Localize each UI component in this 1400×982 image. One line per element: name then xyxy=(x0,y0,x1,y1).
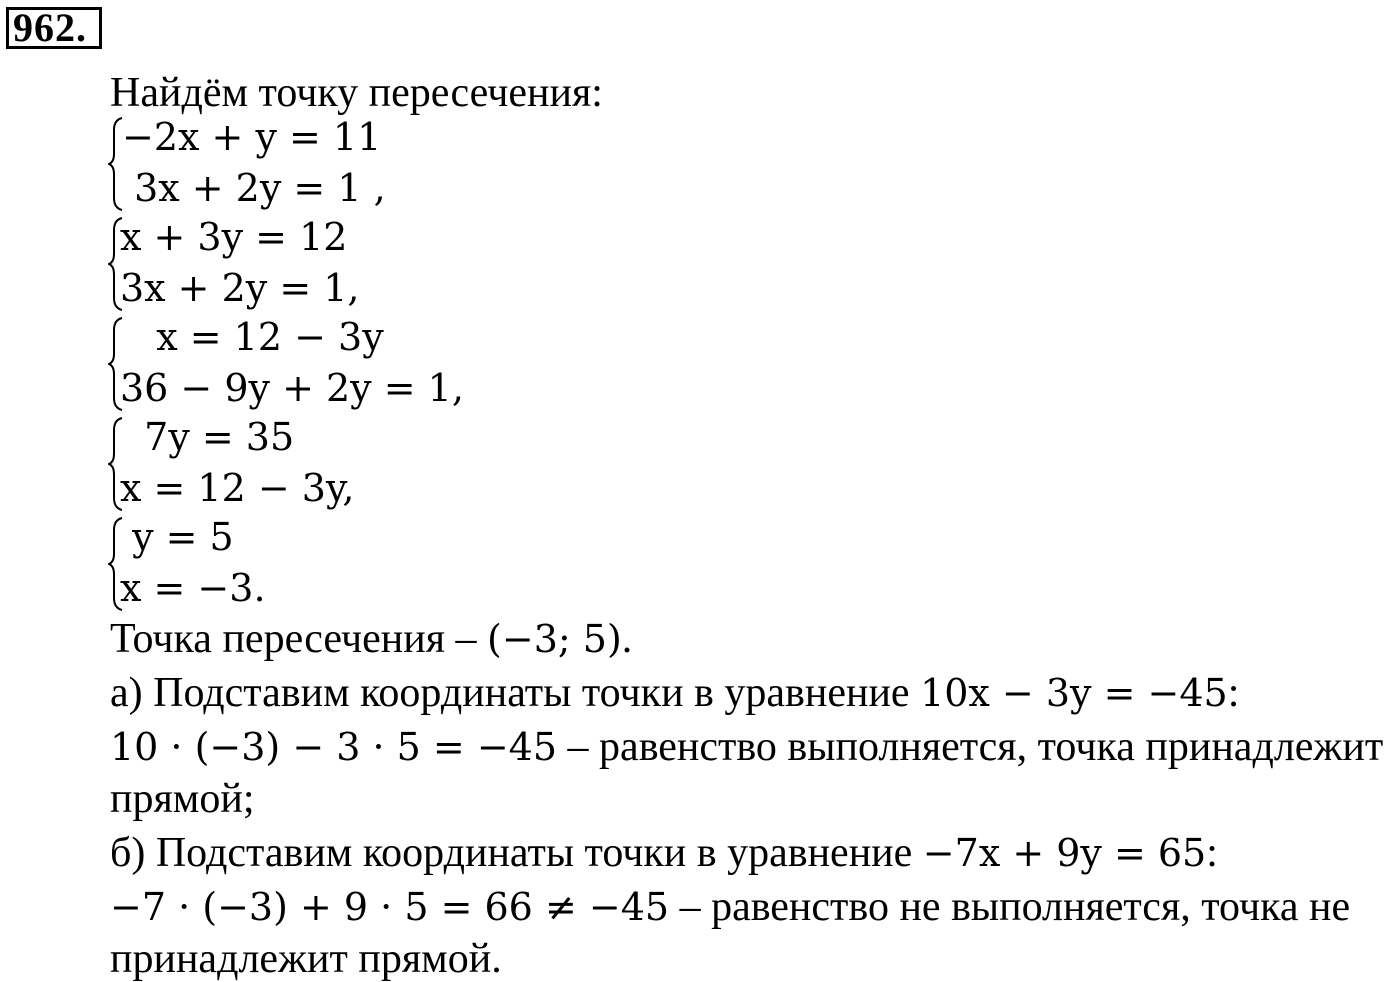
equation-system-5 xyxy=(108,516,328,612)
part-a-calculation: 10 · (−3) − 3 · 5 = −45 xyxy=(110,725,558,769)
part-a-result: – равенство выполняется, точка принадлежит xyxy=(557,724,1384,770)
system-2-eq-1: x + 3y = 12 xyxy=(120,215,348,259)
part-a-statement xyxy=(110,672,1239,714)
part-a-calculation-line xyxy=(110,726,1383,768)
part-b-result: – равенство не выполняется, точка не xyxy=(669,884,1351,930)
part-a-colon: : xyxy=(1227,670,1240,716)
part-b-equation: −7x + 9y = 65 xyxy=(922,831,1207,875)
part-b-colon: : xyxy=(1206,830,1218,876)
part-b-calculation: −7 · (−3) + 9 · 5 = 66 ≠ −45 xyxy=(110,885,670,929)
system-1-eq-2: 3x + 2y = 1 , xyxy=(122,166,386,210)
part-a-equation: 10x − 3y = −45 xyxy=(920,671,1228,715)
system-3-eq-1: x = 12 − 3y xyxy=(120,315,384,359)
equation-system-3 xyxy=(108,316,508,412)
system-4-eq-1: 7y = 35 xyxy=(120,415,295,459)
part-b-result-cont: принадлежит прямой. xyxy=(110,936,502,982)
system-3-eq-2: 36 − 9y + 2y = 1, xyxy=(120,366,464,410)
part-a-lead: а) Подставим координаты точки в уравнение xyxy=(110,670,921,716)
system-2-eq-2: 3x + 2y = 1, xyxy=(120,266,360,310)
equation-system-2 xyxy=(108,216,408,312)
intro-text: Найдём точку пересечения: xyxy=(110,70,603,116)
problem-number: 962. xyxy=(6,7,102,49)
part-a-result-cont: прямой; xyxy=(110,776,255,822)
part-b-calculation-line xyxy=(110,886,1350,928)
equation-system-1 xyxy=(108,116,428,212)
intersection-end: . xyxy=(621,616,633,662)
intersection-text: Точка пересечения – xyxy=(110,616,488,662)
intersection-line xyxy=(110,618,632,660)
system-5-eq-2: x = −3. xyxy=(120,566,266,610)
part-b-lead: б) Подставим координаты точки в уравнение xyxy=(110,830,923,876)
system-5-eq-1: y = 5 xyxy=(120,515,234,559)
equation-system-4 xyxy=(108,416,408,512)
system-4-eq-2: x = 12 − 3y, xyxy=(120,466,355,510)
system-1-eq-1: −2x + y = 11 xyxy=(122,115,382,159)
part-b-statement xyxy=(110,832,1218,874)
intersection-point: (−3; 5) xyxy=(487,617,622,661)
